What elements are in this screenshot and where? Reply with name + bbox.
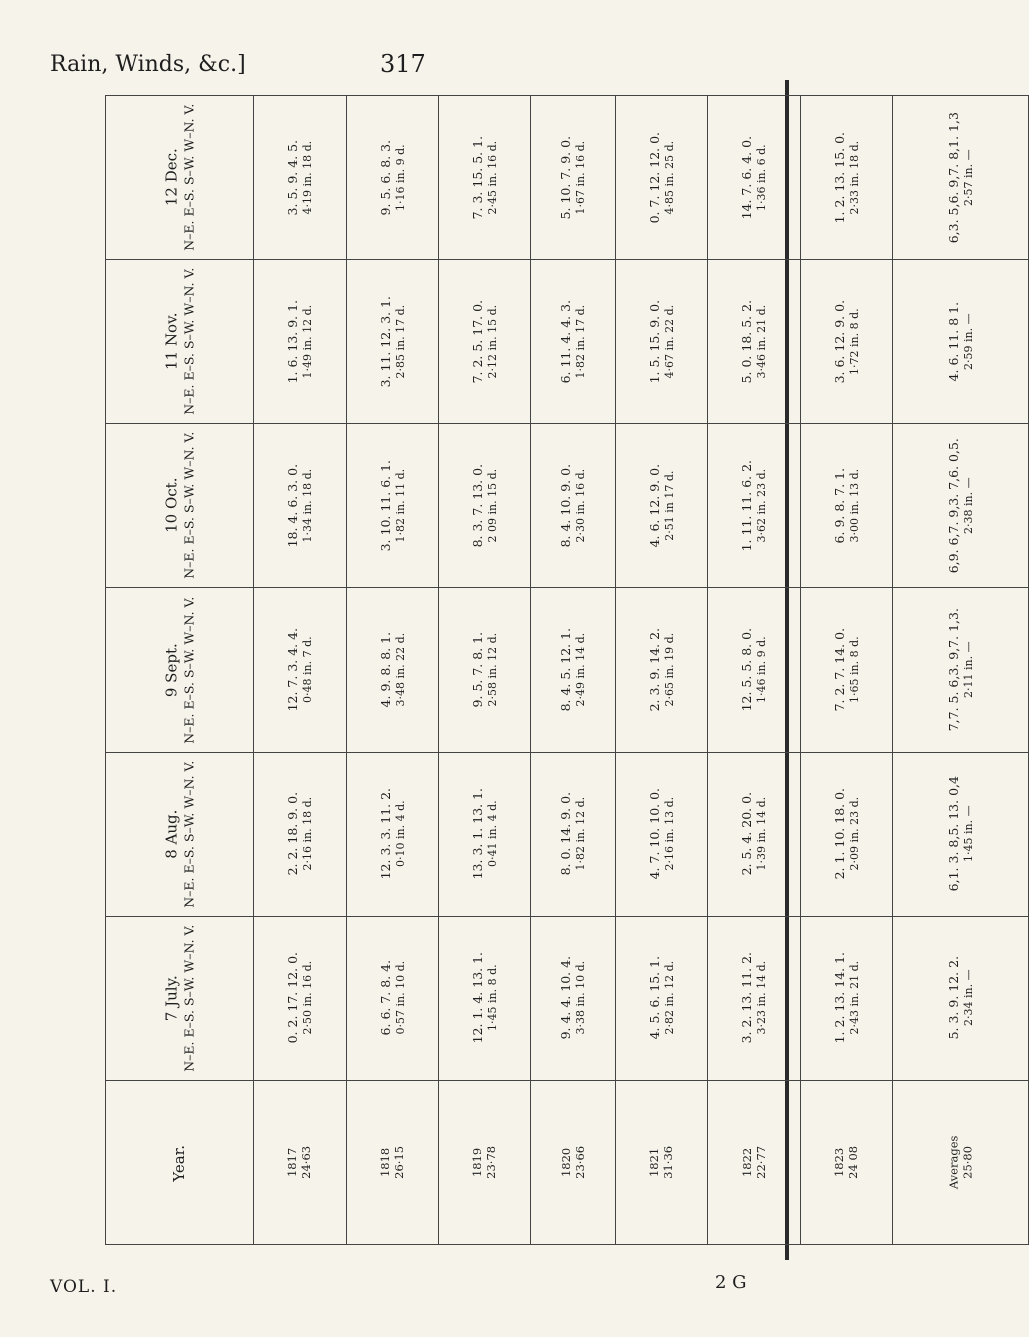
wind-counts: 1. 2. 13. 14. 1. <box>831 952 847 1044</box>
wind-counts: 1. 5. 15. 9. 0. <box>646 299 662 384</box>
month-header-text <box>162 268 196 415</box>
wind-counts: 5. 3. 9. 12. 2. <box>946 956 962 1040</box>
month-row <box>106 752 1029 916</box>
cell-text <box>558 792 587 875</box>
month-header-text <box>162 104 196 251</box>
data-cell <box>254 916 346 1080</box>
wind-counts: 8. 4. 10. 9. 0. <box>558 463 574 548</box>
rain-amount: 1·82 in. 12 d. <box>574 797 588 871</box>
rain-amount: 2·16 in. 18 d. <box>300 797 314 871</box>
wind-counts: 2. 1. 10. 18. 0. <box>831 788 847 880</box>
data-cell <box>439 260 531 424</box>
wind-counts: 14. 7. 6. 4. 0. <box>739 135 755 220</box>
month-header <box>106 96 254 260</box>
wind-counts: 9. 5. 6. 8. 3. <box>377 139 393 216</box>
month-header <box>106 916 254 1080</box>
wind-counts: 7,7. 5. 6,3. 9,7. 1,3. <box>946 608 962 732</box>
rain-amount: 1·82 in. 17 d. <box>574 304 588 379</box>
month-header-text <box>162 760 196 907</box>
annual-rain: 22·77 <box>754 1145 769 1179</box>
data-cell <box>254 424 346 588</box>
cell-text <box>647 628 676 711</box>
rain-amount: 2·57 in. — <box>961 149 975 206</box>
wind-counts: 18. 4. 6. 3. 0. <box>285 463 301 548</box>
data-cell <box>708 424 800 588</box>
rain-amount: 2·34 in. — <box>961 969 975 1027</box>
cell-text <box>946 438 975 573</box>
cell-text <box>285 464 314 547</box>
annual-rain: 24·63 <box>299 1145 314 1179</box>
cell-text <box>470 464 499 547</box>
wind-counts: 12. 7. 3. 4. 4. <box>285 628 301 712</box>
annual-rain: 31·36 <box>661 1145 676 1179</box>
data-cell <box>439 916 531 1080</box>
data-cell <box>439 96 531 260</box>
data-cell <box>439 752 531 916</box>
wind-counts: 9. 5. 7. 8. 1. <box>470 632 486 708</box>
direction-labels: N–E. E–S. S–W. W–N. V. <box>181 103 197 251</box>
cell-text <box>558 628 587 711</box>
data-cell <box>893 424 1029 588</box>
data-cell <box>254 260 346 424</box>
cell-text <box>378 460 407 551</box>
year-label: Averages <box>946 1135 961 1189</box>
annual-rain: 24 08 <box>846 1145 861 1179</box>
rain-amount: 1·34 in. 18 d. <box>300 468 314 543</box>
cell-text <box>647 132 676 223</box>
cell-text <box>739 628 768 711</box>
year-text <box>470 1146 499 1179</box>
rain-amount: 4·85 in. 25 d. <box>662 140 676 215</box>
month-label: 11 Nov. <box>162 312 181 371</box>
month-header-text <box>162 596 196 743</box>
annual-rain: 23·66 <box>573 1145 588 1179</box>
cell-text <box>946 956 975 1039</box>
rain-amount: 1·65 in. 8 d. <box>847 636 861 704</box>
wind-counts: 5. 0. 18. 5. 2. <box>739 299 755 384</box>
data-cell <box>708 752 800 916</box>
wind-counts: 4. 6. 12. 9. 0. <box>646 463 662 548</box>
cell-text <box>558 956 587 1039</box>
data-cell <box>531 752 615 916</box>
month-header-text <box>170 1145 189 1182</box>
annual-rain: 23·78 <box>484 1145 499 1179</box>
cell-text <box>832 132 861 223</box>
cell-text <box>558 136 587 219</box>
data-cell <box>439 424 531 588</box>
annual-rain: 25·80 <box>960 1145 975 1179</box>
weather-table <box>105 95 975 1245</box>
rain-amount: 2·49 in. 14 d. <box>574 633 588 707</box>
cell-text <box>470 300 499 383</box>
rain-amount: 1·16 in. 9 d. <box>393 144 407 211</box>
data-cell <box>893 588 1029 752</box>
wind-counts: 8. 3. 7. 13. 0. <box>470 463 486 548</box>
data-cell <box>346 588 438 752</box>
rain-amount: 3·38 in. 10 d. <box>574 961 588 1035</box>
cell-text <box>832 300 861 383</box>
wind-counts: 4. 9. 8. 8. 1. <box>377 632 393 708</box>
rain-amount: 2·59 in. — <box>961 313 975 370</box>
cell-text <box>946 112 975 243</box>
data-cell <box>346 752 438 916</box>
year-cell <box>531 1080 615 1244</box>
rain-amount: 3·48 in. 22 d. <box>393 633 407 707</box>
year-cell <box>439 1080 531 1244</box>
rain-amount: 0·57 in. 10 d. <box>393 961 407 1035</box>
data-cell <box>708 260 800 424</box>
year-cell <box>346 1080 438 1244</box>
signature-mark: 2 G <box>715 1272 747 1293</box>
rain-amount: 1·45 in. 8 d. <box>485 964 499 1032</box>
rain-amount: 1·45 in. — <box>961 805 975 863</box>
year-row <box>106 1080 1029 1244</box>
table <box>105 95 1029 1245</box>
year-cell <box>615 1080 707 1244</box>
rain-amount: 0·41 in. 4 d. <box>485 800 499 868</box>
wind-counts: 7. 3. 15. 5. 1. <box>470 135 486 220</box>
year-label: 1822 <box>739 1147 754 1177</box>
data-cell <box>615 96 707 260</box>
wind-counts: 6. 9. 8. 7. 1. <box>831 467 847 544</box>
year-label: 1817 <box>285 1147 300 1177</box>
month-header <box>106 260 254 424</box>
wind-counts: 0. 2. 17. 12. 0. <box>285 952 301 1044</box>
wind-counts: 6,9. 6,7. 9,3. 7,6. 0,5. <box>946 438 962 574</box>
data-cell <box>800 916 892 1080</box>
cell-text <box>647 788 676 879</box>
year-cell <box>893 1080 1029 1244</box>
rain-amount: 2·58 in. 12 d. <box>485 633 499 707</box>
page-number: 317 <box>380 50 426 78</box>
rain-amount: 4·67 in. 22 d. <box>662 304 676 379</box>
wind-counts: 6,1. 3. 8,5. 13. 0,4 <box>946 776 962 892</box>
year-text <box>559 1146 588 1179</box>
month-header <box>106 1080 254 1244</box>
cell-text <box>285 792 314 875</box>
year-text <box>740 1146 769 1179</box>
rain-amount: 0·10 in. 4 d. <box>393 800 407 868</box>
month-header <box>106 424 254 588</box>
rain-amount: 2 09 in. 15 d. <box>485 468 499 543</box>
cell-text <box>647 464 676 547</box>
rain-amount: 2·51 in 17 d. <box>662 470 676 541</box>
data-cell <box>531 916 615 1080</box>
month-label: Year. <box>170 1144 189 1182</box>
data-cell <box>615 260 707 424</box>
rain-amount: 0·48 in. 7 d. <box>300 636 314 704</box>
cell-text <box>378 788 407 879</box>
wind-counts: 7. 2. 5. 17. 0. <box>470 299 486 384</box>
direction-labels: N–E. E–S. S–W. W–N. V. <box>181 267 197 416</box>
cell-text <box>739 300 768 383</box>
cell-text <box>558 300 587 383</box>
data-cell <box>893 752 1029 916</box>
year-label: 1820 <box>558 1147 573 1177</box>
cell-text <box>946 302 975 382</box>
month-label: 10 Oct. <box>162 477 181 534</box>
month-header <box>106 588 254 752</box>
wind-counts: 9. 4. 4. 10. 4. <box>558 956 574 1040</box>
data-cell <box>800 260 892 424</box>
data-cell <box>346 916 438 1080</box>
data-cell <box>708 588 800 752</box>
rain-amount: 3·00 in. 13 d. <box>847 468 861 543</box>
data-cell <box>800 752 892 916</box>
year-text <box>946 1135 975 1189</box>
cell-text <box>470 788 499 879</box>
year-cell <box>254 1080 346 1244</box>
data-cell <box>893 96 1029 260</box>
data-cell <box>346 96 438 260</box>
rain-amount: 1·67 in. 16 d. <box>574 140 588 215</box>
data-cell <box>708 96 800 260</box>
wind-counts: 3. 11. 12. 3. 1. <box>377 295 393 388</box>
cell-text <box>832 788 861 879</box>
cell-text <box>832 952 861 1043</box>
data-cell <box>708 916 800 1080</box>
year-label: 1819 <box>470 1147 485 1177</box>
rain-amount: 2·85 in. 17 d. <box>393 304 407 379</box>
wind-counts: 8. 4. 5. 12. 1. <box>558 628 574 712</box>
cell-text <box>739 792 768 875</box>
wind-counts: 6. 11. 4. 4. 3. <box>558 299 574 384</box>
cell-text <box>739 952 768 1043</box>
wind-counts: 12. 3. 3. 11. 2. <box>377 788 393 880</box>
data-cell <box>800 588 892 752</box>
rain-amount: 2·45 in. 16 d. <box>485 140 499 215</box>
year-label: 1823 <box>832 1147 847 1177</box>
rain-amount: 3·46 in. 21 d. <box>755 304 769 379</box>
cell-text <box>285 140 314 216</box>
cell-text <box>285 952 314 1043</box>
data-cell <box>615 424 707 588</box>
wind-counts: 2. 5. 4. 20. 0. <box>739 792 755 876</box>
month-label: 9 Sept. <box>162 642 181 697</box>
wind-counts: 1. 6. 13. 9. 1. <box>285 299 301 384</box>
wind-counts: 13. 3. 1. 13. 1. <box>470 788 486 880</box>
cell-text <box>378 296 407 387</box>
rain-amount: 2·43 in. 21 d. <box>847 961 861 1035</box>
rain-amount: 3·23 in. 14 d. <box>755 961 769 1035</box>
data-cell <box>531 424 615 588</box>
rain-amount: 1·36 in. 6 d. <box>755 144 769 211</box>
data-cell <box>893 260 1029 424</box>
data-cell <box>615 752 707 916</box>
wind-counts: 4. 6. 11. 8 1. <box>946 301 962 382</box>
month-row <box>106 916 1029 1080</box>
month-label: 12 Dec. <box>162 148 181 207</box>
wind-counts: 3. 2. 13. 11. 2. <box>739 952 755 1044</box>
rain-amount: 3·62 in. 23 d. <box>755 468 769 543</box>
month-row <box>106 588 1029 752</box>
wind-counts: 3. 5. 9. 4. 5. <box>285 139 301 216</box>
wind-counts: 6. 6. 7. 8. 4. <box>377 960 393 1036</box>
rain-amount: 1·49 in. 12 d. <box>300 304 314 379</box>
rain-amount: 2·82 in. 12 d. <box>662 961 676 1035</box>
data-cell <box>615 588 707 752</box>
wind-counts: 2. 3. 9. 14. 2. <box>646 628 662 712</box>
direction-labels: N–E. E–S. S–W. W–N. V. <box>181 924 197 1072</box>
rain-amount: 2·09 in. 23 d. <box>847 797 861 871</box>
data-cell <box>893 916 1029 1080</box>
data-cell <box>800 424 892 588</box>
wind-counts: 12. 5. 5. 8. 0. <box>739 628 755 712</box>
data-cell <box>615 916 707 1080</box>
month-row <box>106 96 1029 260</box>
rain-amount: 2·38 in. — <box>961 477 975 535</box>
year-cell <box>708 1080 800 1244</box>
year-text <box>647 1146 676 1179</box>
year-label: 1818 <box>377 1147 392 1177</box>
rain-amount: 2·50 in. 16 d. <box>300 961 314 1035</box>
month-header-text <box>162 432 196 579</box>
wind-counts: 2. 2. 18. 9. 0. <box>285 792 301 876</box>
cell-text <box>470 136 499 219</box>
data-cell <box>531 588 615 752</box>
wind-counts: 1. 11. 11. 6. 2. <box>739 460 755 552</box>
data-cell <box>346 424 438 588</box>
month-header-text <box>162 925 196 1072</box>
wind-counts: 12. 1. 4. 13. 1. <box>470 952 486 1044</box>
wind-counts: 7. 2. 7. 14. 0. <box>831 628 847 712</box>
year-label: 1821 <box>647 1147 662 1177</box>
wind-counts: 1. 2. 13. 15. 0. <box>831 131 847 224</box>
rain-amount: 2·33 in. 18 d. <box>847 140 861 215</box>
data-cell <box>254 588 346 752</box>
wind-counts: 4. 7. 10. 10. 0. <box>646 788 662 880</box>
rain-amount: 2·12 in. 15 d. <box>485 304 499 379</box>
rain-amount: 4·19 in. 18 d. <box>300 140 314 215</box>
cell-text <box>470 632 499 708</box>
year-text <box>378 1146 407 1179</box>
data-cell <box>531 260 615 424</box>
cell-text <box>832 628 861 711</box>
cell-text <box>739 460 768 551</box>
rain-amount: 2·11 in. — <box>961 641 975 699</box>
cell-text <box>946 608 975 731</box>
rain-amount: 2·30 in. 16 d. <box>574 468 588 543</box>
data-cell <box>254 96 346 260</box>
wind-counts: 3. 6. 12. 9. 0. <box>831 299 847 384</box>
month-label: 8 Aug. <box>162 809 181 859</box>
rain-amount: 1·82 in. 11 d. <box>393 468 407 543</box>
wind-counts: 6,3. 5,6. 9,7. 8,1. 1,3 <box>946 111 962 244</box>
cell-text <box>378 960 407 1036</box>
cell-text <box>378 140 407 216</box>
rain-amount: 2·65 in. 19 d. <box>662 633 676 707</box>
data-cell <box>531 96 615 260</box>
data-cell <box>254 752 346 916</box>
rain-amount: 1·39 in. 14 d. <box>755 797 769 871</box>
wind-counts: 0. 7. 12. 12. 0. <box>646 131 662 224</box>
wind-counts: 5. 10. 7. 9. 0. <box>558 135 574 220</box>
wind-counts: 4. 5. 6. 15. 1. <box>646 956 662 1040</box>
direction-labels: N–E. E–S. S–W. W–N. V. <box>181 432 197 580</box>
wind-counts: 3. 10. 11. 6. 1. <box>377 460 393 552</box>
month-label: 7 July. <box>162 975 181 1022</box>
month-row <box>106 260 1029 424</box>
cell-text <box>739 136 768 219</box>
data-cell <box>346 260 438 424</box>
year-cell <box>800 1080 892 1244</box>
volume-label: VOL. I. <box>50 1277 118 1297</box>
rain-amount: 1·72 in. 8 d. <box>847 308 861 375</box>
cell-text <box>285 300 314 383</box>
data-cell <box>800 96 892 260</box>
annual-rain: 26·15 <box>392 1145 407 1179</box>
cell-text <box>470 952 499 1043</box>
cell-text <box>558 464 587 547</box>
year-text <box>285 1146 314 1179</box>
cell-text <box>832 468 861 544</box>
cell-text <box>285 628 314 711</box>
month-header <box>106 752 254 916</box>
cell-text <box>647 300 676 383</box>
month-row <box>106 424 1029 588</box>
rain-amount: 1·46 in. 9 d. <box>755 636 769 704</box>
data-cell <box>439 588 531 752</box>
cell-text <box>946 776 975 891</box>
cell-text <box>378 632 407 708</box>
year-text <box>832 1146 861 1179</box>
wind-counts: 8. 0. 14. 9. 0. <box>558 792 574 876</box>
running-head: Rain, Winds, &c.] <box>50 52 246 77</box>
rain-amount: 2·16 in. 13 d. <box>662 797 676 871</box>
direction-labels: N–E. E–S. S–W. W–N. V. <box>181 760 197 908</box>
cell-text <box>647 956 676 1039</box>
direction-labels: N–E. E–S. S–W. W–N. V. <box>181 596 197 744</box>
